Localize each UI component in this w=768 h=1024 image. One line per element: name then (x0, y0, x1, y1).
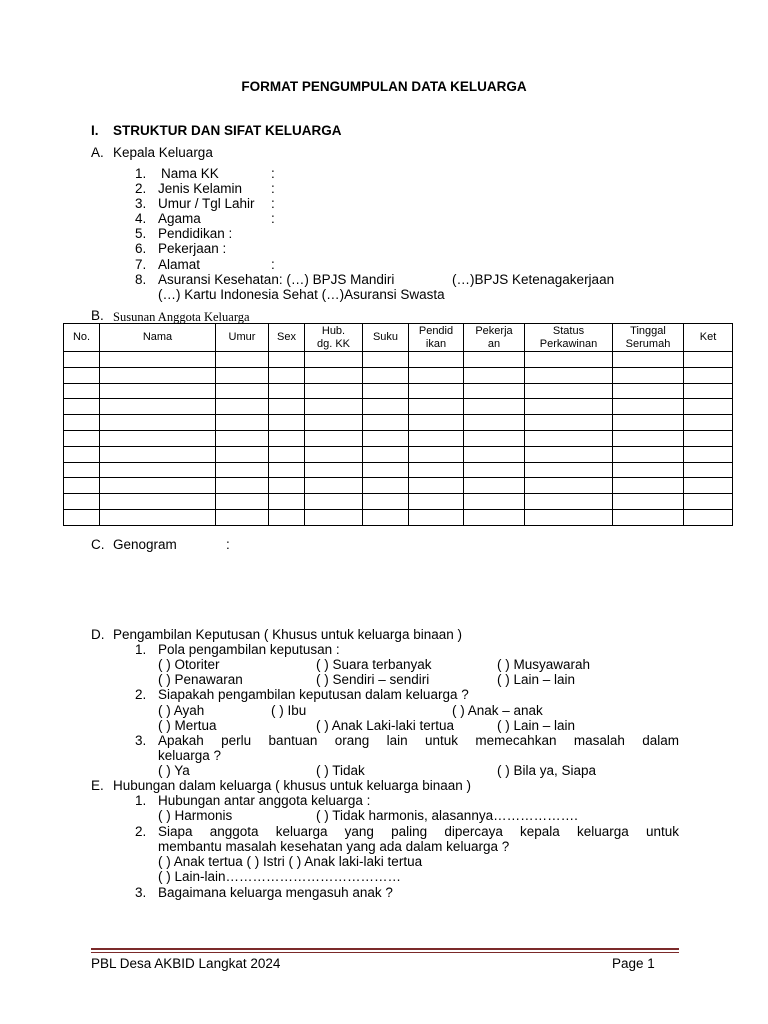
question-text: Siapa anggota keluarga yang paling dipercaya kepala keluarga untuk (158, 824, 679, 839)
section-e-title: Hubungan dalam keluarga ( khusus untuk keluarga binaan ) (113, 778, 471, 793)
table-cell[interactable] (269, 352, 305, 368)
item-label-continued: (…) Kartu Indonesia Sehat (…)Asuransi Swasta (158, 287, 445, 302)
table-cell[interactable] (216, 383, 269, 399)
table-cell[interactable] (363, 367, 409, 383)
table-cell[interactable] (100, 430, 216, 446)
table-cell[interactable] (216, 462, 269, 478)
item-label: Umur / Tgl Lahir (158, 196, 255, 211)
option-checkbox[interactable]: ( ) Harmonis (158, 808, 233, 823)
footer-rule (91, 948, 679, 950)
table-cell[interactable] (305, 415, 363, 431)
footer-page-number: Page 1 (612, 956, 655, 971)
question-text: Siapakah pengambilan keputusan dalam keluarga ? (158, 687, 469, 702)
table-row (64, 494, 733, 510)
table-cell[interactable] (525, 462, 613, 478)
column-header: Suku (363, 324, 409, 352)
item-label: Agama (158, 211, 201, 226)
table-cell[interactable] (100, 399, 216, 415)
section-a-title: Kepala Keluarga (113, 145, 213, 160)
table-cell[interactable] (409, 367, 464, 383)
table-cell[interactable] (363, 494, 409, 510)
option-checkbox[interactable]: ( ) Otoriter (158, 657, 220, 672)
footer-rule-thin (91, 952, 679, 953)
table-body (64, 352, 733, 526)
table-cell[interactable] (409, 509, 464, 525)
section-d-title: Pengambilan Keputusan ( Khusus untuk keluarga binaan ) (113, 627, 462, 642)
table-cell[interactable] (216, 478, 269, 494)
table-row (64, 462, 733, 478)
table-cell[interactable] (64, 367, 100, 383)
option-checkbox[interactable]: ( ) Lain – lain (497, 672, 576, 687)
table-cell[interactable] (464, 367, 525, 383)
column-header: No. (64, 324, 100, 352)
table-cell[interactable] (216, 399, 269, 415)
table-cell[interactable] (684, 383, 733, 399)
item-label: Asuransi Kesehatan: (…) BPJS Mandiri (158, 272, 395, 287)
item-number: 2. (135, 181, 147, 196)
table-cell[interactable] (363, 462, 409, 478)
item-number: 8. (135, 272, 147, 287)
table-cell[interactable] (100, 509, 216, 525)
item-number: 1. (135, 166, 147, 181)
document-title: FORMAT PENGUMPULAN DATA KELUARGA (241, 79, 527, 94)
table-cell[interactable] (409, 399, 464, 415)
item-label: Alamat (158, 257, 201, 272)
table-cell[interactable] (269, 430, 305, 446)
table-cell[interactable] (525, 352, 613, 368)
item-colon: : (271, 211, 275, 226)
table-cell[interactable] (613, 399, 684, 415)
question-number: 2. (135, 824, 147, 839)
item-extra-option: (…)BPJS Ketenagakerjaan (452, 272, 615, 287)
table-cell[interactable] (613, 478, 684, 494)
table-cell[interactable] (100, 462, 216, 478)
column-header: Pendid ikan (409, 324, 464, 352)
question-number: 3. (135, 733, 147, 748)
table-cell[interactable] (684, 430, 733, 446)
table-cell[interactable] (613, 367, 684, 383)
table-cell[interactable] (305, 383, 363, 399)
table-cell[interactable] (464, 494, 525, 510)
table-cell[interactable] (216, 415, 269, 431)
table-cell[interactable] (363, 446, 409, 462)
table-cell[interactable] (100, 478, 216, 494)
item-number: 3. (135, 196, 147, 211)
column-header: Sex (269, 324, 305, 352)
column-header: Status Perkawinan (525, 324, 613, 352)
table-cell[interactable] (684, 446, 733, 462)
table-cell[interactable] (363, 415, 409, 431)
table-cell[interactable] (305, 478, 363, 494)
table-cell[interactable] (684, 509, 733, 525)
table-cell[interactable] (363, 352, 409, 368)
table-cell[interactable] (464, 399, 525, 415)
table-cell[interactable] (613, 383, 684, 399)
option-checkbox[interactable]: ( ) Ibu (271, 703, 307, 718)
table-cell[interactable] (269, 367, 305, 383)
table-row (64, 509, 733, 525)
footer-left-text: PBL Desa AKBID Langkat 2024 (91, 956, 281, 971)
table-cell[interactable] (525, 446, 613, 462)
column-header: Nama (100, 324, 216, 352)
section-number: I. (91, 123, 99, 138)
table-cell[interactable] (269, 478, 305, 494)
option-checkbox[interactable]: ( ) Lain – lain (497, 718, 576, 733)
table-cell[interactable] (100, 494, 216, 510)
table-cell[interactable] (100, 415, 216, 431)
section-b-letter: B. (91, 308, 104, 323)
table-header-row (64, 324, 733, 352)
table-cell[interactable] (363, 509, 409, 525)
section-d-letter: D. (91, 627, 105, 642)
table-cell[interactable] (684, 462, 733, 478)
table-cell[interactable] (64, 399, 100, 415)
table-cell[interactable] (684, 494, 733, 510)
table-cell[interactable] (100, 383, 216, 399)
table-cell[interactable] (64, 478, 100, 494)
question-number: 3. (135, 885, 147, 900)
table-cell[interactable] (64, 494, 100, 510)
table-cell[interactable] (409, 383, 464, 399)
table-cell[interactable] (525, 415, 613, 431)
section-e-letter: E. (91, 778, 104, 793)
table-cell[interactable] (464, 446, 525, 462)
section-a-letter: A. (91, 145, 104, 160)
question-text: Hubungan antar anggota keluarga : (158, 793, 371, 808)
table-cell[interactable] (269, 399, 305, 415)
option-checkbox[interactable]: ( ) Musyawarah (497, 657, 591, 672)
option-checkbox[interactable]: ( ) Bila ya, Siapa (497, 763, 597, 778)
table-cell[interactable] (269, 462, 305, 478)
table-cell[interactable] (409, 430, 464, 446)
table-cell[interactable] (464, 383, 525, 399)
table-cell[interactable] (464, 509, 525, 525)
table-cell[interactable] (305, 399, 363, 415)
table-cell[interactable] (363, 399, 409, 415)
table-cell[interactable] (269, 383, 305, 399)
table-cell[interactable] (363, 383, 409, 399)
option-checkbox[interactable]: ( ) Tidak (316, 763, 365, 778)
table-row (64, 352, 733, 368)
table-cell[interactable] (464, 478, 525, 494)
item-colon: : (271, 257, 275, 272)
table-cell[interactable] (64, 462, 100, 478)
table-cell[interactable] (216, 446, 269, 462)
option-checkbox[interactable]: ( ) Ya (158, 763, 190, 778)
table-cell[interactable] (269, 509, 305, 525)
table-cell[interactable] (464, 415, 525, 431)
table-cell[interactable] (409, 478, 464, 494)
item-number: 7. (135, 257, 147, 272)
question-text-continued: keluarga ? (158, 748, 222, 763)
section-b-title: Susunan Anggota Keluarga (113, 310, 250, 324)
table-cell[interactable] (684, 367, 733, 383)
option-checkbox[interactable]: ( ) Mertua (158, 718, 217, 733)
table-cell[interactable] (305, 446, 363, 462)
question-text: Bagaimana keluarga mengasuh anak ? (158, 885, 393, 900)
table-cell[interactable] (684, 399, 733, 415)
question-number: 1. (135, 793, 147, 808)
table-cell[interactable] (269, 446, 305, 462)
table-cell[interactable] (216, 509, 269, 525)
table-cell[interactable] (100, 352, 216, 368)
question-number: 2. (135, 687, 147, 702)
table-cell[interactable] (305, 367, 363, 383)
option-checkbox[interactable]: ( ) Suara terbanyak (316, 657, 432, 672)
section-title: STRUKTUR DAN SIFAT KELUARGA (113, 123, 342, 138)
table-cell[interactable] (613, 494, 684, 510)
option-checkbox[interactable]: ( ) Tidak harmonis, alasannya………………. (316, 808, 578, 823)
option-checkbox[interactable]: ( ) Penawaran (158, 672, 243, 687)
table-row (64, 383, 733, 399)
table-cell[interactable] (216, 367, 269, 383)
item-number: 6. (135, 241, 147, 256)
option-checkbox-group[interactable]: ( ) Anak tertua ( ) Istri ( ) Anak laki-laki tertua (158, 854, 423, 869)
table-cell[interactable] (269, 494, 305, 510)
column-header: Ket (684, 324, 733, 352)
question-number: 1. (135, 642, 147, 657)
table-cell[interactable] (613, 509, 684, 525)
table-cell[interactable] (305, 509, 363, 525)
question-text-continued: membantu masalah kesehatan yang ada dalam keluarga ? (158, 839, 510, 854)
section-c-colon: : (226, 537, 230, 552)
table-cell[interactable] (363, 478, 409, 494)
table-cell[interactable] (409, 446, 464, 462)
item-label: Pendidikan : (158, 226, 233, 241)
section-c-title: Genogram (113, 537, 177, 552)
table-cell[interactable] (525, 494, 613, 510)
table-cell[interactable] (305, 430, 363, 446)
table-cell[interactable] (613, 415, 684, 431)
item-number: 5. (135, 226, 147, 241)
table-cell[interactable] (464, 430, 525, 446)
column-header: Pekerja an (464, 324, 525, 352)
option-checkbox[interactable]: ( ) Sendiri – sendiri (316, 672, 430, 687)
table-cell[interactable] (525, 478, 613, 494)
item-colon: : (271, 181, 275, 196)
table-cell[interactable] (100, 446, 216, 462)
column-header: Tinggal Serumah (613, 324, 684, 352)
table-cell[interactable] (64, 352, 100, 368)
table-cell[interactable] (525, 383, 613, 399)
table-cell[interactable] (684, 478, 733, 494)
item-colon: : (271, 196, 275, 211)
table-cell[interactable] (525, 399, 613, 415)
table-row (64, 415, 733, 431)
table-cell[interactable] (613, 462, 684, 478)
table-cell[interactable] (409, 494, 464, 510)
table-cell[interactable] (305, 352, 363, 368)
section-c-letter: C. (91, 537, 105, 552)
table-cell[interactable] (409, 352, 464, 368)
table-row (64, 399, 733, 415)
table-cell[interactable] (100, 367, 216, 383)
table-cell[interactable] (216, 430, 269, 446)
table-cell[interactable] (64, 509, 100, 525)
table-row (64, 367, 733, 383)
table-row (64, 478, 733, 494)
option-checkbox[interactable]: ( ) Anak Laki-laki tertua (316, 718, 455, 733)
item-number: 4. (135, 211, 147, 226)
item-colon: : (271, 166, 275, 181)
table-cell[interactable] (525, 509, 613, 525)
table-cell[interactable] (684, 352, 733, 368)
table-cell[interactable] (269, 415, 305, 431)
column-header: Umur (216, 324, 269, 352)
table-cell[interactable] (464, 352, 525, 368)
table-cell[interactable] (305, 462, 363, 478)
option-checkbox[interactable]: ( ) Ayah (158, 703, 205, 718)
item-label: Jenis Kelamin (158, 181, 243, 196)
table-cell[interactable] (613, 446, 684, 462)
table-cell[interactable] (64, 415, 100, 431)
table-cell[interactable] (525, 367, 613, 383)
question-text: Pola pengambilan keputusan : (158, 642, 340, 657)
table-cell[interactable] (64, 383, 100, 399)
table-cell[interactable] (525, 430, 613, 446)
table-cell[interactable] (684, 415, 733, 431)
table-cell[interactable] (613, 430, 684, 446)
column-header: Hub. dg. KK (305, 324, 363, 352)
table-cell[interactable] (409, 462, 464, 478)
table-cell[interactable] (216, 352, 269, 368)
family-members-table (63, 323, 733, 526)
table-cell[interactable] (363, 430, 409, 446)
item-label: Pekerjaan : (158, 241, 227, 256)
table-cell[interactable] (64, 430, 100, 446)
table-cell[interactable] (305, 494, 363, 510)
table-cell[interactable] (409, 415, 464, 431)
question-text: Apakah perlu bantuan orang lain untuk memecahkan masalah dalam (158, 733, 679, 748)
option-checkbox[interactable]: ( ) Lain-lain………………………………… (158, 869, 402, 884)
table-cell[interactable] (216, 494, 269, 510)
table-cell[interactable] (613, 352, 684, 368)
option-checkbox[interactable]: ( ) Anak – anak (452, 703, 543, 718)
table-cell[interactable] (64, 446, 100, 462)
item-label: Nama KK (161, 166, 219, 181)
table-cell[interactable] (464, 462, 525, 478)
table-row (64, 446, 733, 462)
table-row (64, 430, 733, 446)
